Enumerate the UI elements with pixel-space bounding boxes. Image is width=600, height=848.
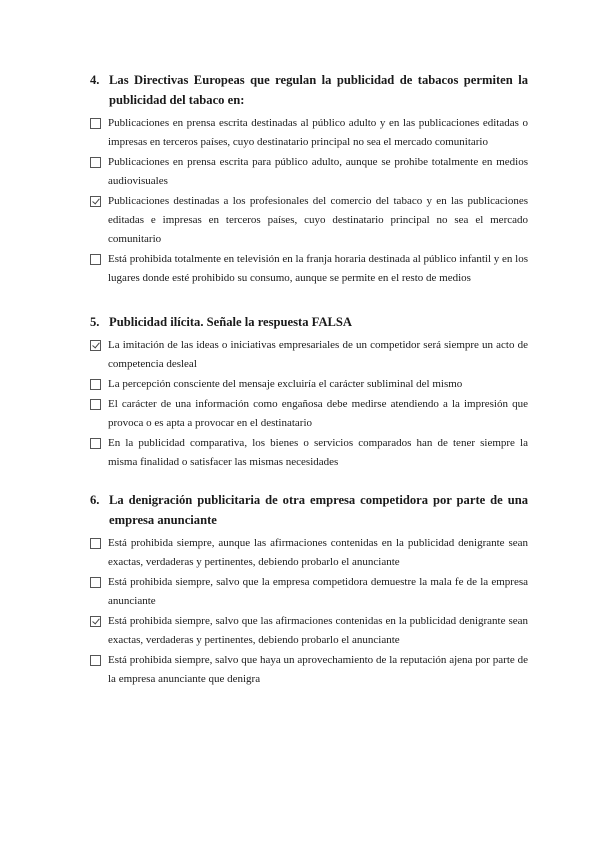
checkbox-icon[interactable] <box>90 577 101 588</box>
question-4 <box>90 70 528 289</box>
answer-option <box>90 153 528 191</box>
checkbox-checked-icon[interactable] <box>90 616 101 627</box>
option-text: Está prohibida siempre, salvo que la empresa competidora demuestre la mala fe de la empresa anunciante <box>108 576 528 607</box>
option-text: En la publicidad comparativa, los bienes o servicios comparados han de tener siempre la misma finalidad o satisfacer las mismas necesidades <box>108 437 528 468</box>
answer-option <box>90 250 528 288</box>
answer-option <box>90 114 528 152</box>
checkbox-icon[interactable] <box>90 655 101 666</box>
answer-option <box>90 612 528 650</box>
checkbox-icon[interactable] <box>90 118 101 129</box>
answer-option <box>90 434 528 472</box>
answer-option <box>90 651 528 689</box>
answer-option <box>90 336 528 374</box>
answer-option <box>90 192 528 249</box>
question-6 <box>90 490 528 690</box>
question-number: 4. <box>90 73 100 87</box>
question-number: 6. <box>90 493 100 507</box>
checkbox-checked-icon[interactable] <box>90 196 101 207</box>
option-text: Está prohibida siempre, salvo que haya un aprovechamiento de la reputación ajena por parte de la empresa anunciante que denigra <box>108 654 528 685</box>
option-text: Publicaciones en prensa escrita para público adulto, aunque se prohibe totalmente en medios audiovisuales <box>108 156 528 187</box>
option-text: Está prohibida siempre, salvo que las afirmaciones contenidas en la publicidad denigrante sean exactas, verdaderas y pertinentes, debiendo probarlo el anunciante <box>108 615 528 646</box>
question-5 <box>90 312 528 473</box>
checkbox-icon[interactable] <box>90 157 101 168</box>
option-text: La percepción consciente del mensaje excluiría el carácter subliminal del mismo <box>108 378 463 390</box>
question-title <box>90 490 528 530</box>
checkbox-icon[interactable] <box>90 254 101 265</box>
question-text: Las Directivas Europeas que regulan la publicidad de tabacos permiten la publicidad del tabaco en: <box>109 73 528 107</box>
option-text: El carácter de una información como engañosa debe medirse atendiendo a la impresión que provoca o es apta a provocar en el destinatario <box>108 398 528 429</box>
answer-option <box>90 573 528 611</box>
answer-option <box>90 395 528 433</box>
question-number: 5. <box>90 315 100 329</box>
question-title <box>90 312 528 332</box>
checkbox-icon[interactable] <box>90 399 101 410</box>
option-text: Está prohibida totalmente en televisión en la franja horaria destinada al público infantil y en los lugares donde esté prohibido su consumo, aunque se permite en el resto de medios <box>108 253 529 284</box>
question-title <box>90 70 528 110</box>
checkbox-checked-icon[interactable] <box>90 340 101 351</box>
question-text: La denigración publicitaria de otra empresa competidora por parte de una empresa anunciante <box>109 493 528 527</box>
answer-option <box>90 375 528 394</box>
checkbox-icon[interactable] <box>90 438 101 449</box>
checkbox-icon[interactable] <box>90 538 101 549</box>
option-text: Publicaciones en prensa escrita destinadas al público adulto y en las publicaciones editadas o impresas en terceros países, cuyo destinatario principal no sea el mercado comunitario <box>108 117 528 148</box>
question-text: Publicidad ilícita. Señale la respuesta FALSA <box>109 315 353 329</box>
option-text: Publicaciones destinadas a los profesionales del comercio del tabaco y en las publicaciones editadas e impresas en terceros países, cuyo destinatario principal no sea el mercado comunitario <box>108 195 528 245</box>
checkbox-icon[interactable] <box>90 379 101 390</box>
answer-option <box>90 534 528 572</box>
option-text: Está prohibida siempre, aunque las afirmaciones contenidas en la publicidad denigrante sean exactas, verdaderas y pertinentes, debiendo probarlo el anunciante <box>108 537 528 568</box>
option-text: La imitación de las ideas o iniciativas empresariales de un competidor será siempre un acto de competencia desleal <box>108 339 528 370</box>
